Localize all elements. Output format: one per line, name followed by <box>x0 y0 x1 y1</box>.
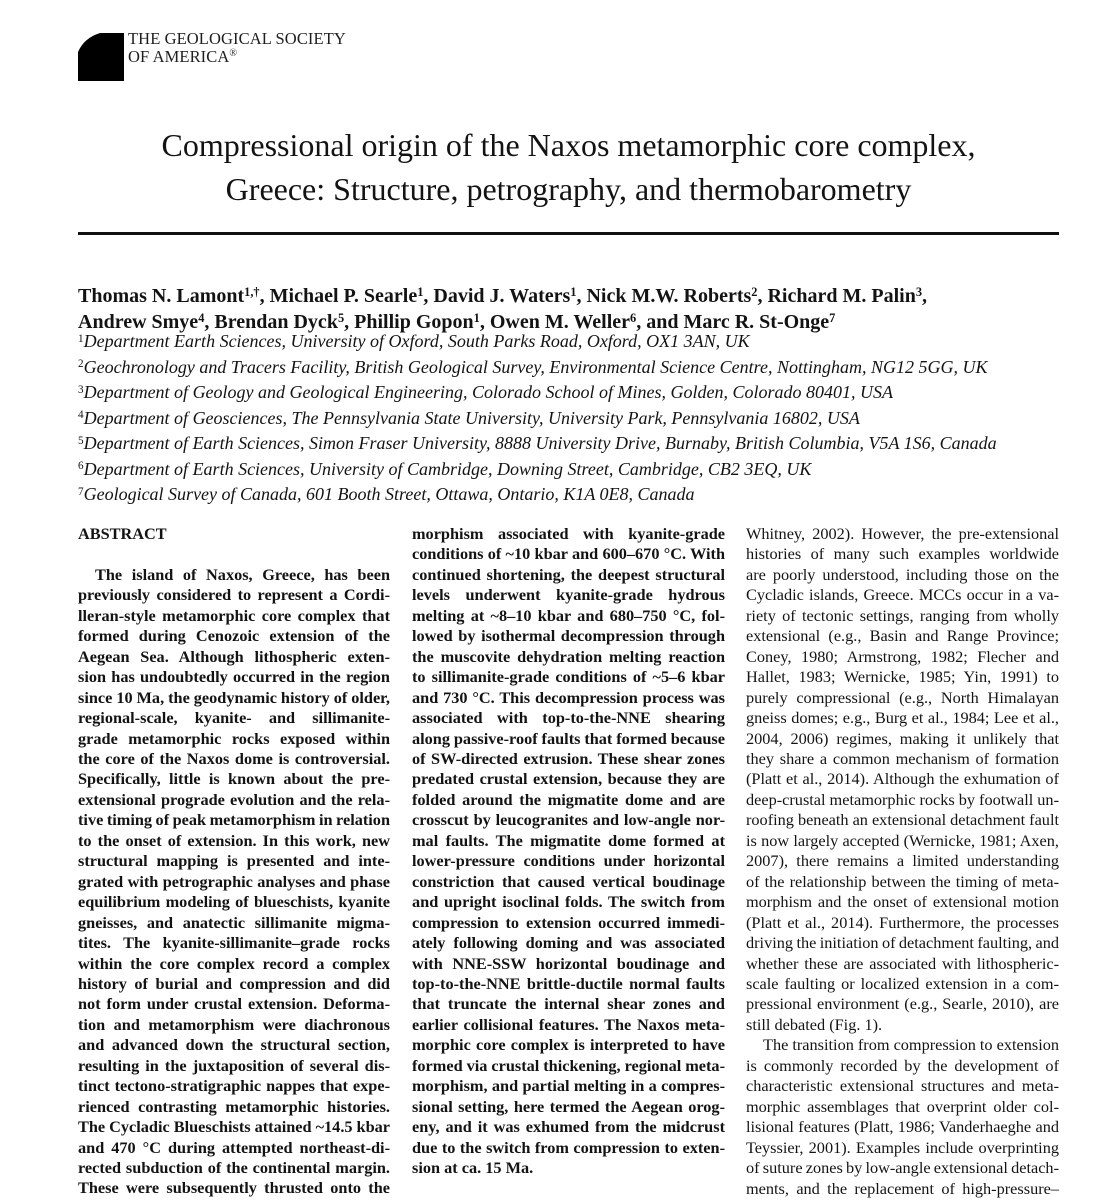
affiliation-marker: 2 <box>751 285 758 300</box>
author-name: Nick M.W. Roberts <box>586 285 752 307</box>
text-line: to the onset of extension. In this work, new <box>78 830 390 850</box>
text-line: scale faulting or localized extension in a com- <box>746 973 1059 993</box>
text-line: and advanced down the structural section, <box>78 1035 390 1055</box>
text-line: and upright isoclinal folds. The switch from <box>412 892 725 912</box>
text-line: morphism and the onset of extensional motion <box>746 892 1059 912</box>
affiliation-number: 1 <box>78 332 84 345</box>
text-line: ately following doming and was associated <box>412 933 725 953</box>
text-line: eny, and it was exhumed from the midcrust <box>412 1117 725 1137</box>
text-line: Teyssier, 2001). Examples include overprinting <box>746 1137 1059 1157</box>
logo-shape <box>78 33 124 81</box>
text-line: of suture zones by low-angle extensional detach- <box>746 1158 1059 1178</box>
text-line: tites. The kyanite-sillimanite–grade rocks <box>78 933 390 953</box>
affiliation-number: 2 <box>78 358 84 371</box>
text-line: characteristic extensional structures and meta- <box>746 1076 1059 1096</box>
text-line: associated with top-to-the-NNE shearing <box>412 708 725 728</box>
affiliation-text: Department of Earth Sciences, Simon Fraser University, 8888 University Drive, Burnaby, British Columbia, V5A 1S6, Canada <box>83 433 997 453</box>
text-line: history of burial and compression and did <box>78 973 390 993</box>
text-line: deep-crustal metamorphic rocks by footwall un- <box>746 789 1059 809</box>
text-line: gneisses, and anatectic sillimanite migma- <box>78 912 390 932</box>
author-separator: , <box>259 285 270 307</box>
affiliation <box>78 381 997 407</box>
text-line: of the relationship between the timing of meta- <box>746 871 1059 891</box>
text-line: regional-scale, kyanite- and sillimanite- <box>78 708 390 728</box>
text-line: and 730 °C. This decompression process was <box>412 687 725 707</box>
affiliation-number: 4 <box>78 409 84 422</box>
text-line: the muscovite dehydration melting reaction <box>412 646 725 666</box>
author-name: Michael P. Searle <box>269 285 418 307</box>
affiliation <box>78 330 997 356</box>
text-line: compression to extension occurred immedi- <box>412 912 725 932</box>
text-line: since 10 Ma, the geodynamic history of older, <box>78 687 390 707</box>
text-line: roofing beneath an extensional detachment fault <box>746 810 1059 830</box>
text-line: sion has undoubtedly occurred in the region <box>78 667 390 687</box>
title-line-2: Greece: Structure, petrography, and thermobarometry <box>225 171 912 207</box>
text-line: earlier collisional features. The Naxos meta- <box>412 1014 725 1034</box>
title-rule <box>78 232 1059 235</box>
author-separator: , <box>479 311 490 333</box>
text-line: formed via crustal thickening, regional meta- <box>412 1055 725 1075</box>
text-line: whether these are associated with lithospheric- <box>746 953 1059 973</box>
text-line: (Platt et al., 2014). Although the exhumation of <box>746 769 1059 789</box>
text-line: 2007), there remains a limited understanding <box>746 851 1059 871</box>
affiliation-text: Geochronology and Tracers Facility, British Geological Survey, Environmental Science Centre, Nottingham, NG12 5GG, UK <box>83 356 988 377</box>
text-line: sion at ca. 15 Ma. <box>412 1158 534 1178</box>
author-name: Owen M. Weller <box>489 311 630 333</box>
text-line: rected subduction of the continental margin. <box>78 1158 390 1178</box>
affiliation-marker: 3 <box>915 285 923 300</box>
introduction-paragraph <box>746 524 1059 1035</box>
text-line: Cycladic islands, Greece. MCCs occur in a va- <box>746 585 1059 605</box>
text-line: that truncate the internal shear zones and <box>412 994 725 1014</box>
text-line: constriction that caused vertical boudinage <box>412 871 725 891</box>
affiliation-number: 7 <box>78 485 84 498</box>
author <box>78 285 260 307</box>
text-line: extensional prograde evolution and the rela- <box>78 789 390 809</box>
text-line: rienced contrasting metamorphic histories. <box>78 1096 390 1116</box>
text-line: The transition from compression to extension <box>763 1035 1059 1055</box>
affiliation <box>78 356 997 382</box>
text-line: formed during Cenozoic extension of the <box>78 626 390 646</box>
affiliation-text: Department of Geosciences, The Pennsylvania State University, University Park, Pennsylvania 16802, USA <box>83 407 860 428</box>
author <box>270 285 424 307</box>
text-line: melting at ~8–10 kbar and 680–750 °C, fol- <box>412 605 725 625</box>
affiliation-text: Geological Survey of Canada, 601 Booth Street, Ottawa, Ontario, K1A 0E8, Canada <box>83 484 695 504</box>
text-line: histories of many such examples worldwide <box>746 544 1059 564</box>
text-line: crosscut by leucogranites and low-angle nor- <box>412 810 725 830</box>
column-1 <box>78 524 390 1199</box>
text-line: of SW-directed extrusion. These shear zones <box>412 748 725 768</box>
text-line: predated crustal extension, because they are <box>412 769 725 789</box>
text-line: is now largely accepted (Wernicke, 1981; Axen, <box>746 830 1059 850</box>
author-separator: , <box>757 285 768 307</box>
author-name: Brendan Dyck <box>214 311 338 333</box>
author-name: Andrew Smye <box>78 311 199 333</box>
affiliation-marker: 1 <box>417 285 424 300</box>
text-line: driving the initiation of detachment faulting, and <box>746 933 1059 953</box>
text-line: with NNE-SSW horizontal boudinage and <box>412 953 725 973</box>
affiliation-number: 5 <box>78 434 84 447</box>
column-3 <box>746 524 1059 1199</box>
text-line: sional setting, here termed the Aegean orog- <box>412 1096 725 1116</box>
text-line: due to the switch from compression to exten- <box>412 1137 725 1157</box>
author <box>433 285 576 307</box>
text-line: to sillimanite-grade conditions of ~5–6 kbar <box>412 667 725 687</box>
text-line: the core of the Naxos dome is controversial. <box>78 748 390 768</box>
author-line <box>78 284 927 310</box>
abstract-paragraph-continued <box>412 524 725 1179</box>
author-name: David J. Waters <box>433 285 571 307</box>
text-line: riety of tectonic settings, ranging from wholly <box>746 605 1059 625</box>
text-line: ments, and the replacement of high-pressure– <box>746 1178 1059 1198</box>
text-line: (Platt et al., 2014). Furthermore, the processes <box>746 912 1059 932</box>
text-line: morphic assemblages that overprint older col- <box>746 1096 1059 1116</box>
author-separator: , <box>204 311 215 333</box>
text-line: lowed by isothermal decompression through <box>412 626 725 646</box>
text-line: Whitney, 2002). However, the pre-extensional <box>746 524 1059 543</box>
author-name: Marc R. St-Onge <box>683 311 830 333</box>
abstract-paragraph <box>78 565 390 1199</box>
author <box>586 285 757 307</box>
affiliation-marker: 7 <box>829 311 836 326</box>
affiliation-marker: 5 <box>337 311 345 326</box>
affiliation-text: Department Earth Sciences, University of Oxford, South Parks Road, Oxford, OX1 3AN, UK <box>83 331 750 351</box>
title-line-1: Compressional origin of the Naxos metamorphic core complex, <box>161 127 976 163</box>
author-name: Phillip Gopon <box>354 311 474 333</box>
abstract-heading: ABSTRACT <box>78 524 167 543</box>
affiliation <box>78 483 997 509</box>
text-line: The island of Naxos, Greece, has been <box>95 564 390 584</box>
column-2 <box>412 524 725 1179</box>
text-line: The Cycladic Blueschists attained ~14.5 kbar <box>78 1117 390 1137</box>
text-line: pressional environment (e.g., Searle, 2010), are <box>746 994 1059 1014</box>
text-line: These were subsequently thrusted onto the <box>78 1178 390 1198</box>
text-line: continued shortening, the deepest structural <box>412 564 725 584</box>
affiliation-marker: 1 <box>570 285 577 300</box>
affiliation-marker: 6 <box>630 311 637 326</box>
affiliation <box>78 458 997 484</box>
text-line: still debated (Fig. 1). <box>746 1014 883 1034</box>
affiliation-list <box>78 330 997 509</box>
text-line: morphic core complex is interpreted to have <box>412 1035 725 1055</box>
affiliation-number: 3 <box>78 383 84 396</box>
text-line: within the core complex record a complex <box>78 953 390 973</box>
text-line: not form under crustal extension. Deforma- <box>78 994 390 1014</box>
author-list <box>78 284 927 336</box>
publisher-name-line-1: THE GEOLOGICAL SOCIETY <box>128 29 346 48</box>
article-title <box>78 123 1059 211</box>
text-line: levels underwent kyanite-grade hydrous <box>412 585 725 605</box>
author <box>767 285 922 307</box>
text-line: Specifically, little is known about the pre- <box>78 769 390 789</box>
author-separator: , <box>922 285 928 307</box>
affiliation-number: 6 <box>78 460 84 473</box>
text-line: equilibrium modeling of blueschists, kyanite <box>78 892 390 912</box>
text-line: tinct tectono-stratigraphic nappes that expe- <box>78 1076 390 1096</box>
affiliation <box>78 432 997 458</box>
text-line: Coney, 1980; Armstrong, 1982; Flecher and <box>746 646 1059 666</box>
text-line: top-to-the-NNE brittle-ductile normal faults <box>412 973 725 993</box>
affiliation <box>78 407 997 433</box>
author-separator: , <box>423 285 434 307</box>
text-line: is commonly recorded by the development of <box>746 1055 1059 1075</box>
text-line: lleran-style metamorphic core complex that <box>78 605 390 625</box>
text-line: grated with petrographic analyses and phase <box>78 871 390 891</box>
text-line: along passive-roof faults that formed because <box>412 728 725 748</box>
text-line: they share a common mechanism of formation <box>746 748 1059 768</box>
publisher-name-line-2-text: OF AMERICA <box>128 47 230 66</box>
registered-mark: ® <box>229 48 238 59</box>
text-line: tive timing of peak metamorphism in relation <box>78 810 390 830</box>
text-line: are poorly understood, including those on the <box>746 564 1059 584</box>
affiliation-marker: 1 <box>473 311 480 326</box>
text-line: morphism, and partial melting in a compres- <box>412 1076 725 1096</box>
affiliation-marker: 4 <box>198 311 205 326</box>
text-line: previously considered to represent a Cordi- <box>78 585 390 605</box>
affiliation-text: Department of Geology and Geological Engineering, Colorado School of Mines, Golden, Colorado 80401, USA <box>83 382 893 402</box>
text-line: lisional features (Platt, 1986; Vanderhaeghe and <box>746 1117 1059 1137</box>
text-line: mal faults. The migmatite dome formed at <box>412 830 725 850</box>
author-name: Richard M. Palin <box>767 285 916 307</box>
text-line: resulting in the juxtaposition of several dis- <box>78 1055 390 1075</box>
text-line: purely compressional (e.g., North Himalayan <box>746 687 1059 707</box>
text-line: folded around the migmatite dome and are <box>412 789 725 809</box>
text-line: morphism associated with kyanite-grade <box>412 524 725 543</box>
text-line: tion and metamorphism were diachronous <box>78 1014 390 1034</box>
publisher-name <box>128 30 346 69</box>
introduction-paragraph <box>746 1035 1059 1199</box>
text-line: 2004, 2006) regimes, making it unlikely that <box>746 728 1059 748</box>
author-separator: , <box>344 311 355 333</box>
author-separator: , and <box>636 311 684 333</box>
text-line: Aegean Sea. Although lithospheric exten- <box>78 646 390 666</box>
text-line: grade metamorphic rocks exposed within <box>78 728 390 748</box>
text-line: lower-pressure conditions under horizontal <box>412 851 725 871</box>
gsa-logo-icon <box>78 33 124 81</box>
text-line: and 470 °C during attempted northeast-di- <box>78 1137 390 1157</box>
text-line: extensional (e.g., Basin and Range Province; <box>746 626 1059 646</box>
publisher-name-line-2 <box>128 48 346 69</box>
affiliation-marker: 1,† <box>244 285 260 300</box>
text-line: conditions of ~10 kbar and 600–670 °C. With <box>412 544 725 564</box>
affiliation-text: Department of Earth Sciences, University of Cambridge, Downing Street, Cambridge, CB2 3EQ, UK <box>83 458 812 479</box>
author-name: Thomas N. Lamont <box>78 285 245 307</box>
text-line: structural mapping is presented and inte- <box>78 851 390 871</box>
text-line: gneiss domes; e.g., Burg et al., 1984; Lee et al., <box>746 708 1059 728</box>
text-line: Hallet, 1983; Wernicke, 1985; Yin, 1991) to <box>746 667 1059 687</box>
author-separator: , <box>576 285 587 307</box>
